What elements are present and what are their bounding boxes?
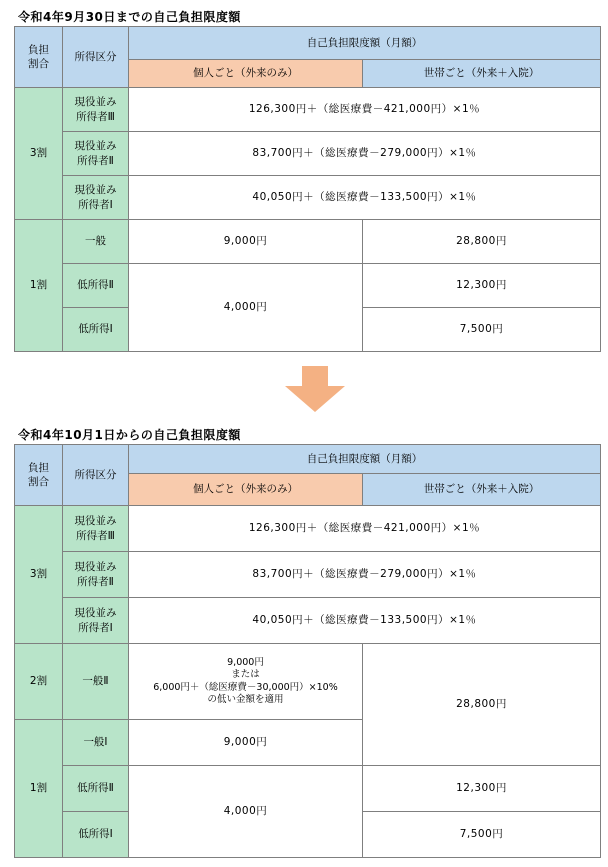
limit-gen3: 126,300円＋（総医療費－421,000円）×1％ [129, 88, 601, 132]
limit-gen2: 83,700円＋（総医療費－279,000円）×1％ [129, 552, 601, 598]
header-individual: 個人ごと（外来のみ） [129, 474, 363, 506]
general-household: 28,800円 [363, 220, 601, 264]
limit-gen1: 40,050円＋（総医療費－133,500円）×1％ [129, 598, 601, 644]
category-gen2: 現役並み 所得者Ⅱ [63, 552, 129, 598]
header-income-category: 所得区分 [63, 27, 129, 88]
limit-gen2: 83,700円＋（総医療費－279,000円）×1％ [129, 132, 601, 176]
header-income-category: 所得区分 [63, 445, 129, 506]
ratio-2: 2割 [15, 644, 63, 720]
low-individual: 4,000円 [129, 264, 363, 352]
category-general1: 一般Ⅰ [63, 720, 129, 766]
category-general: 一般 [63, 220, 129, 264]
header-monthly-limit: 自己負担限度額（月額） [129, 445, 601, 474]
general-household: 28,800円 [363, 644, 601, 766]
header-monthly-limit: 自己負担限度額（月額） [129, 27, 601, 60]
header-individual: 個人ごと（外来のみ） [129, 60, 363, 88]
category-low2: 低所得Ⅱ [63, 766, 129, 812]
limit-gen1: 40,050円＋（総医療費－133,500円）×1％ [129, 176, 601, 220]
ratio-3: 3割 [15, 506, 63, 644]
header-burden-ratio: 負担 割合 [15, 27, 63, 88]
category-general2: 一般Ⅱ [63, 644, 129, 720]
general-individual: 9,000円 [129, 220, 363, 264]
low2-household: 12,300円 [363, 766, 601, 812]
header-household: 世帯ごと（外来＋入院） [363, 60, 601, 88]
category-gen1: 現役並み 所得者Ⅰ [63, 598, 129, 644]
category-gen3: 現役並み 所得者Ⅲ [63, 506, 129, 552]
category-gen2: 現役並み 所得者Ⅱ [63, 132, 129, 176]
low2-household: 12,300円 [363, 264, 601, 308]
limit-gen3: 126,300円＋（総医療費－421,000円）×1％ [129, 506, 601, 552]
low1-household: 7,500円 [363, 308, 601, 352]
header-household: 世帯ごと（外来＋入院） [363, 474, 601, 506]
before-limit-table [14, 26, 601, 352]
ratio-1: 1割 [15, 220, 63, 352]
category-low1: 低所得Ⅰ [63, 812, 129, 858]
category-gen3: 現役並み 所得者Ⅲ [63, 88, 129, 132]
down-arrow-icon [285, 366, 345, 412]
after-limit-table [14, 444, 601, 858]
ratio-3: 3割 [15, 88, 63, 220]
before-title: 令和4年9月30日までの自己負担限度額 [18, 10, 241, 24]
category-low1: 低所得Ⅰ [63, 308, 129, 352]
general1-individual: 9,000円 [129, 720, 363, 766]
header-burden-ratio: 負担 割合 [15, 445, 63, 506]
category-low2: 低所得Ⅱ [63, 264, 129, 308]
low-individual: 4,000円 [129, 766, 363, 858]
ratio-1: 1割 [15, 720, 63, 858]
after-title: 令和4年10月1日からの自己負担限度額 [18, 428, 241, 442]
general2-individual: 9,000円 または 6,000円＋（総医療費－30,000円）×10% の低い金額を適用 [129, 644, 363, 720]
category-gen1: 現役並み 所得者Ⅰ [63, 176, 129, 220]
low1-household: 7,500円 [363, 812, 601, 858]
